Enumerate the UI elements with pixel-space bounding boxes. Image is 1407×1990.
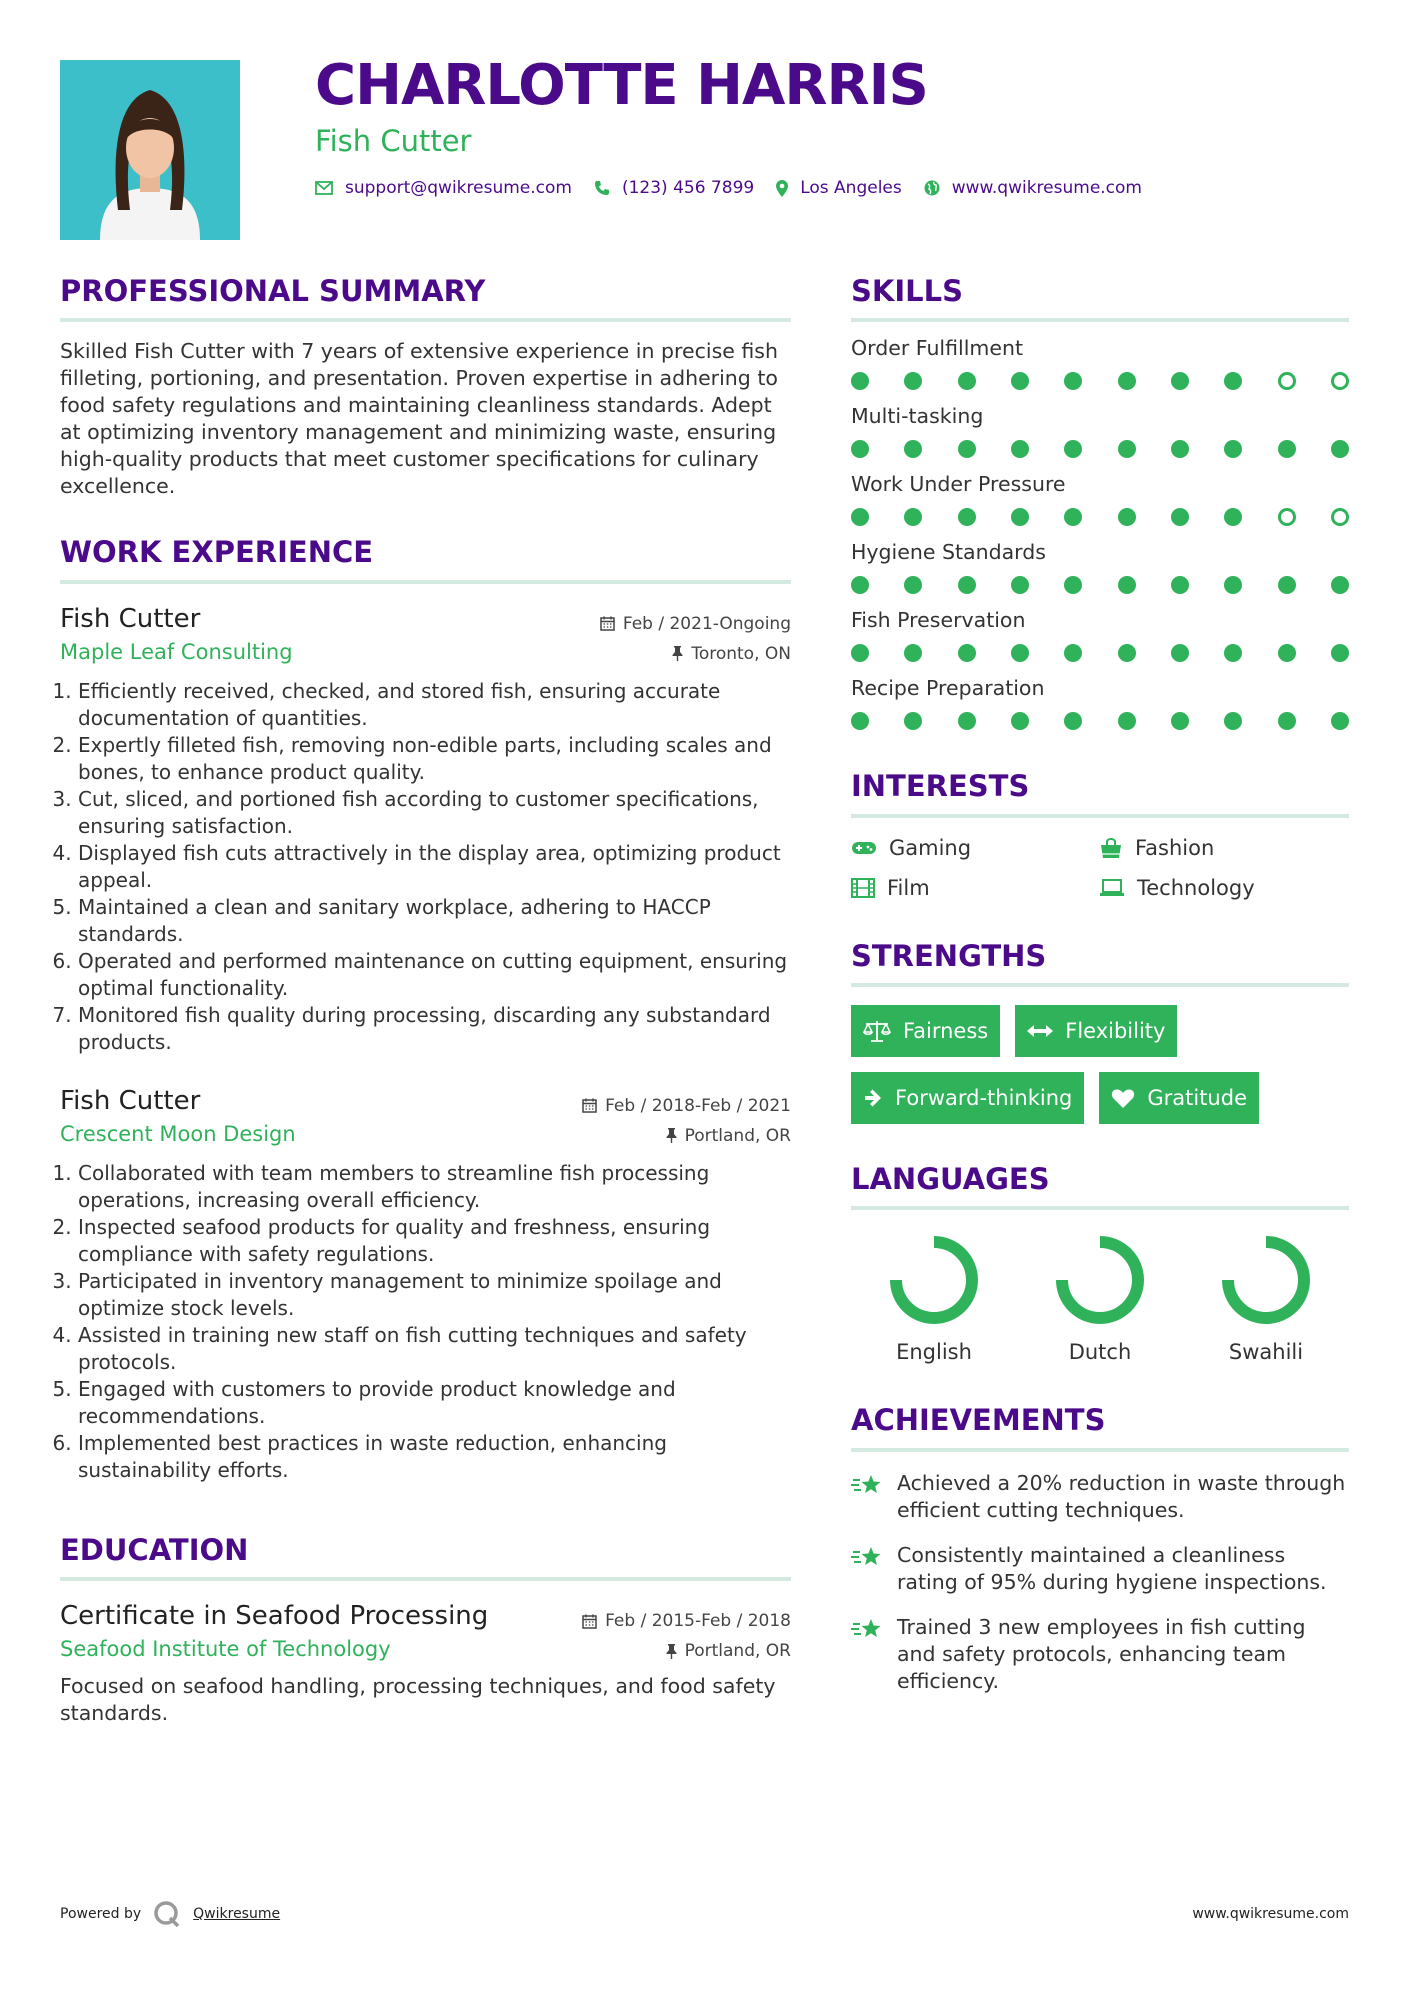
summary-text: Skilled Fish Cutter with 7 years of extensive experience in precise fish filleting, portioning, and presentation. Proven expertise in adhering to food safety regulations and maintaining cleanliness standards. Adept at optimizing inventory management and minimizing waste, ensuring high-quality products that meet customer specifications for culinary excellence. [60,339,778,499]
email-text: support@qwikresume.com [345,178,572,198]
list-item: 3. Cut, sliced, and portioned fish according to customer specifications, ensuring satisfaction. [78,786,791,840]
rating-dot-filled [1064,440,1082,458]
rating-dot-filled [904,508,922,526]
duty-list [60,678,791,1056]
interests-section [851,770,1349,899]
interest-item [1099,876,1349,900]
strength-badge [1015,1005,1177,1057]
rating-dot-filled [1118,508,1136,526]
job-date-text: Feb / 2018-Feb / 2021 [605,1095,791,1116]
skill-name: Hygiene Standards [851,540,1046,565]
rating-dot-filled [1011,712,1029,730]
education-date [582,1611,791,1631]
rating-dot-filled [1118,372,1136,390]
section-heading: WORK EXPERIENCE [60,536,791,583]
candidate-title: Fish Cutter [315,124,472,158]
pushpin-icon [672,646,683,661]
rating-dot-filled [1064,508,1082,526]
job-company: Maple Leaf Consulting [60,639,293,664]
calendar-icon [600,616,615,631]
list-item: 4. Assisted in training new staff on fish cutting techniques and safety protocols. [78,1322,791,1376]
education-date-text: Feb / 2015-Feb / 2018 [605,1611,791,1632]
section-heading: PROFESSIONAL SUMMARY [60,275,791,322]
strength-label: Flexibility [1065,1019,1166,1044]
rating-dot-filled [1224,508,1242,526]
rating-dot-filled [1278,576,1296,594]
strength-badge [851,1072,1084,1124]
rating-dot-filled [1118,712,1136,730]
rating-dot-filled [1278,644,1296,662]
rating-dot-filled [904,372,922,390]
shooting-star-icon [851,1472,883,1498]
language-ring [1050,1230,1150,1330]
strength-badge [1099,1072,1259,1124]
rating-dot-filled [1171,644,1189,662]
skill-rating [851,712,1349,730]
education-description: Focused on seafood handling, processing techniques, and food safety standards. [60,1674,776,1726]
list-item: 6. Implemented best practices in waste reduction, enhancing sustainability efforts. [78,1430,791,1484]
rating-dot-filled [1118,644,1136,662]
rating-dot-filled [958,440,976,458]
rating-dot-filled [904,644,922,662]
contact-phone[interactable] [594,178,754,198]
job-date-text: Feb / 2021-Ongoing [622,613,791,634]
list-item: 2. Expertly filleted fish, removing non-edible parts, including scales and bones, to enhance product quality. [78,732,791,786]
language-name: English [896,1340,972,1365]
rating-dot-filled [1171,508,1189,526]
skills-list [851,336,1349,730]
rating-dot-filled [1171,372,1189,390]
footer-website[interactable]: www.qwikresume.com [1192,1906,1349,1922]
rating-dot-filled [958,576,976,594]
rating-dot-filled [1064,712,1082,730]
balance-scale-icon [863,1020,891,1042]
rating-dot-filled [1064,372,1082,390]
right-column [851,275,1349,1695]
strengths-section [851,940,1349,1139]
interest-label: Fashion [1135,835,1215,860]
rating-dot-empty [1278,372,1296,390]
phone-icon [594,180,610,196]
interest-label: Technology [1137,875,1255,900]
rating-dot-filled [1011,372,1029,390]
language-item [1017,1230,1183,1364]
achievement-item [851,1542,1349,1596]
shooting-star-icon [851,1544,883,1570]
strength-badge [851,1005,1000,1057]
shopping-bag-icon [1099,837,1123,859]
rating-dot-filled [851,712,869,730]
calendar-icon [582,1098,597,1113]
skill-rating [851,440,1349,458]
rating-dot-filled [1011,440,1029,458]
interest-item [851,836,1099,860]
rating-dot-filled [1331,644,1349,662]
rating-dot-filled [958,644,976,662]
rating-dot-filled [1278,712,1296,730]
arrows-horizontal-icon [1027,1024,1053,1038]
education-location-text: Portland, OR [684,1641,791,1662]
achievements-section [851,1404,1349,1694]
job-location-text: Toronto, ON [691,643,791,664]
language-name: Swahili [1228,1340,1304,1365]
achievement-text: Consistently maintained a cleanliness rating of 95% during hygiene inspections. [897,1542,1327,1594]
interest-label: Gaming [889,835,972,860]
rating-dot-filled [1118,440,1136,458]
list-item: 1. Collaborated with team members to streamline fish processing operations, increasing overall efficiency. [78,1160,791,1214]
language-item [851,1230,1017,1364]
skill-rating [851,508,1349,526]
rating-dot-filled [1011,644,1029,662]
list-item: 5. Engaged with customers to provide product knowledge and recommendations. [78,1376,791,1430]
rating-dot-filled [904,576,922,594]
job-company: Crescent Moon Design [60,1121,296,1146]
skill-rating [851,644,1349,662]
language-level-arc [1228,1242,1304,1318]
job-location [672,644,791,664]
education-entry [60,1601,791,1727]
education-location [666,1641,791,1661]
pushpin-icon [666,1644,677,1659]
brand-link[interactable]: Qwikresume [193,1906,281,1922]
skill-name: Work Under Pressure [851,472,1066,497]
rating-dot-filled [1224,440,1242,458]
rating-dot-filled [1011,508,1029,526]
job-title: Fish Cutter [60,1085,201,1116]
skill-rating [851,372,1349,390]
interest-item [1099,836,1349,860]
interest-item [851,876,1099,900]
school-name: Seafood Institute of Technology [60,1637,391,1662]
rating-dot-filled [1224,372,1242,390]
rating-dot-filled [1118,576,1136,594]
rating-dot-filled [851,644,869,662]
rating-dot-filled [958,508,976,526]
summary-section [60,275,791,500]
list-item: 3. Participated in inventory management to minimize spoilage and optimize stock levels. [78,1268,791,1322]
strength-label: Forward-thinking [895,1086,1073,1111]
skills-section [851,275,1349,730]
section-heading: SKILLS [851,275,1349,322]
rating-dot-filled [904,712,922,730]
degree-title: Certificate in Seafood Processing [60,1601,489,1632]
rating-dot-filled [1224,644,1242,662]
rating-dot-filled [904,440,922,458]
strength-label: Fairness [903,1019,989,1044]
gamepad-icon [851,840,877,856]
pushpin-icon [666,1128,677,1143]
rating-dot-filled [958,712,976,730]
rating-dot-filled [1331,576,1349,594]
language-name: Dutch [1068,1340,1132,1365]
achievement-text: Trained 3 new employees in fish cutting and safety protocols, enhancing team efficiency. [897,1614,1306,1693]
rating-dot-filled [851,372,869,390]
avatar [60,60,240,240]
globe-icon [924,180,940,196]
list-item: 4. Displayed fish cuts attractively in the display area, optimizing product appeal. [78,840,791,894]
language-list [851,1230,1349,1364]
contact-bar [315,178,1164,198]
language-item [1183,1230,1349,1364]
language-level-arc [1062,1242,1138,1318]
job-entry [60,604,791,1056]
rating-dot-filled [851,440,869,458]
list-item: 6. Operated and performed maintenance on cutting equipment, ensuring optimal functionality. [78,948,791,1002]
list-item: 2. Inspected seafood products for quality and freshness, ensuring compliance with safety regulations. [78,1214,791,1268]
skill-name: Order Fulfillment [851,336,1024,361]
map-marker-icon [776,180,788,197]
rating-dot-filled [1171,712,1189,730]
footer [60,1900,1349,1928]
rating-dot-filled [1278,440,1296,458]
strength-label: Gratitude [1147,1086,1247,1111]
interest-label: Film [887,875,930,900]
language-ring [884,1230,984,1330]
contact-website[interactable] [924,178,1142,198]
list-item: 7. Monitored fish quality during processing, discarding any substandard products. [78,1002,791,1056]
achievement-item [851,1470,1349,1524]
rating-dot-filled [1171,440,1189,458]
heart-icon [1111,1088,1135,1109]
job-title: Fish Cutter [60,603,201,634]
candidate-name: CHARLOTTE HARRIS [315,53,928,118]
rating-dot-filled [1171,576,1189,594]
languages-section [851,1163,1349,1364]
section-heading: STRENGTHS [851,940,1349,987]
job-date [600,614,791,634]
job-date [582,1096,791,1116]
laptop-icon [1099,879,1125,897]
rating-dot-filled [1064,576,1082,594]
skill-name: Fish Preservation [851,608,1026,633]
list-item: 5. Maintained a clean and sanitary workplace, adhering to HACCP standards. [78,894,791,948]
job-entry [60,1086,791,1484]
powered-by-text: Powered by [60,1906,142,1922]
language-ring [1216,1230,1316,1330]
rating-dot-filled [851,508,869,526]
calendar-icon [582,1614,597,1629]
list-item: 1. Efficiently received, checked, and stored fish, ensuring accurate documentation of quantities. [78,678,791,732]
job-location-text: Portland, OR [684,1125,791,1146]
phone-text: (123) 456 7899 [621,178,755,198]
rating-dot-filled [851,576,869,594]
section-heading: EDUCATION [60,1534,791,1581]
contact-location [776,178,902,198]
rating-dot-filled [1064,644,1082,662]
powered-by [60,1900,280,1928]
section-heading: ACHIEVEMENTS [851,1404,1349,1451]
rating-dot-filled [1011,576,1029,594]
left-column [60,275,791,1727]
contact-email[interactable] [315,178,572,198]
skill-rating [851,576,1349,594]
arrow-right-icon [863,1088,883,1108]
rating-dot-empty [1278,508,1296,526]
rating-dot-filled [1331,440,1349,458]
rating-dot-filled [1224,576,1242,594]
job-location [666,1126,791,1146]
location-text: Los Angeles [800,178,902,198]
qwikresume-logo-icon [153,1900,181,1928]
achievement-item [851,1614,1349,1695]
website-text: www.qwikresume.com [951,178,1142,198]
rating-dot-empty [1331,508,1349,526]
skill-name: Multi-tasking [851,404,984,429]
skill-name: Recipe Preparation [851,676,1045,701]
education-section [60,1534,791,1727]
rating-dot-filled [1224,712,1242,730]
language-level-arc [896,1242,972,1318]
profile-photo [60,60,240,240]
achievement-text: Achieved a 20% reduction in waste through efficient cutting techniques. [897,1470,1346,1522]
rating-dot-empty [1331,372,1349,390]
rating-dot-filled [1331,712,1349,730]
shooting-star-icon [851,1616,883,1642]
experience-section [60,536,791,1483]
duty-list [60,1160,791,1484]
envelope-icon [315,181,333,195]
rating-dot-filled [958,372,976,390]
section-heading: LANGUAGES [851,1163,1349,1210]
section-heading: INTERESTS [851,770,1349,817]
film-icon [851,878,875,898]
